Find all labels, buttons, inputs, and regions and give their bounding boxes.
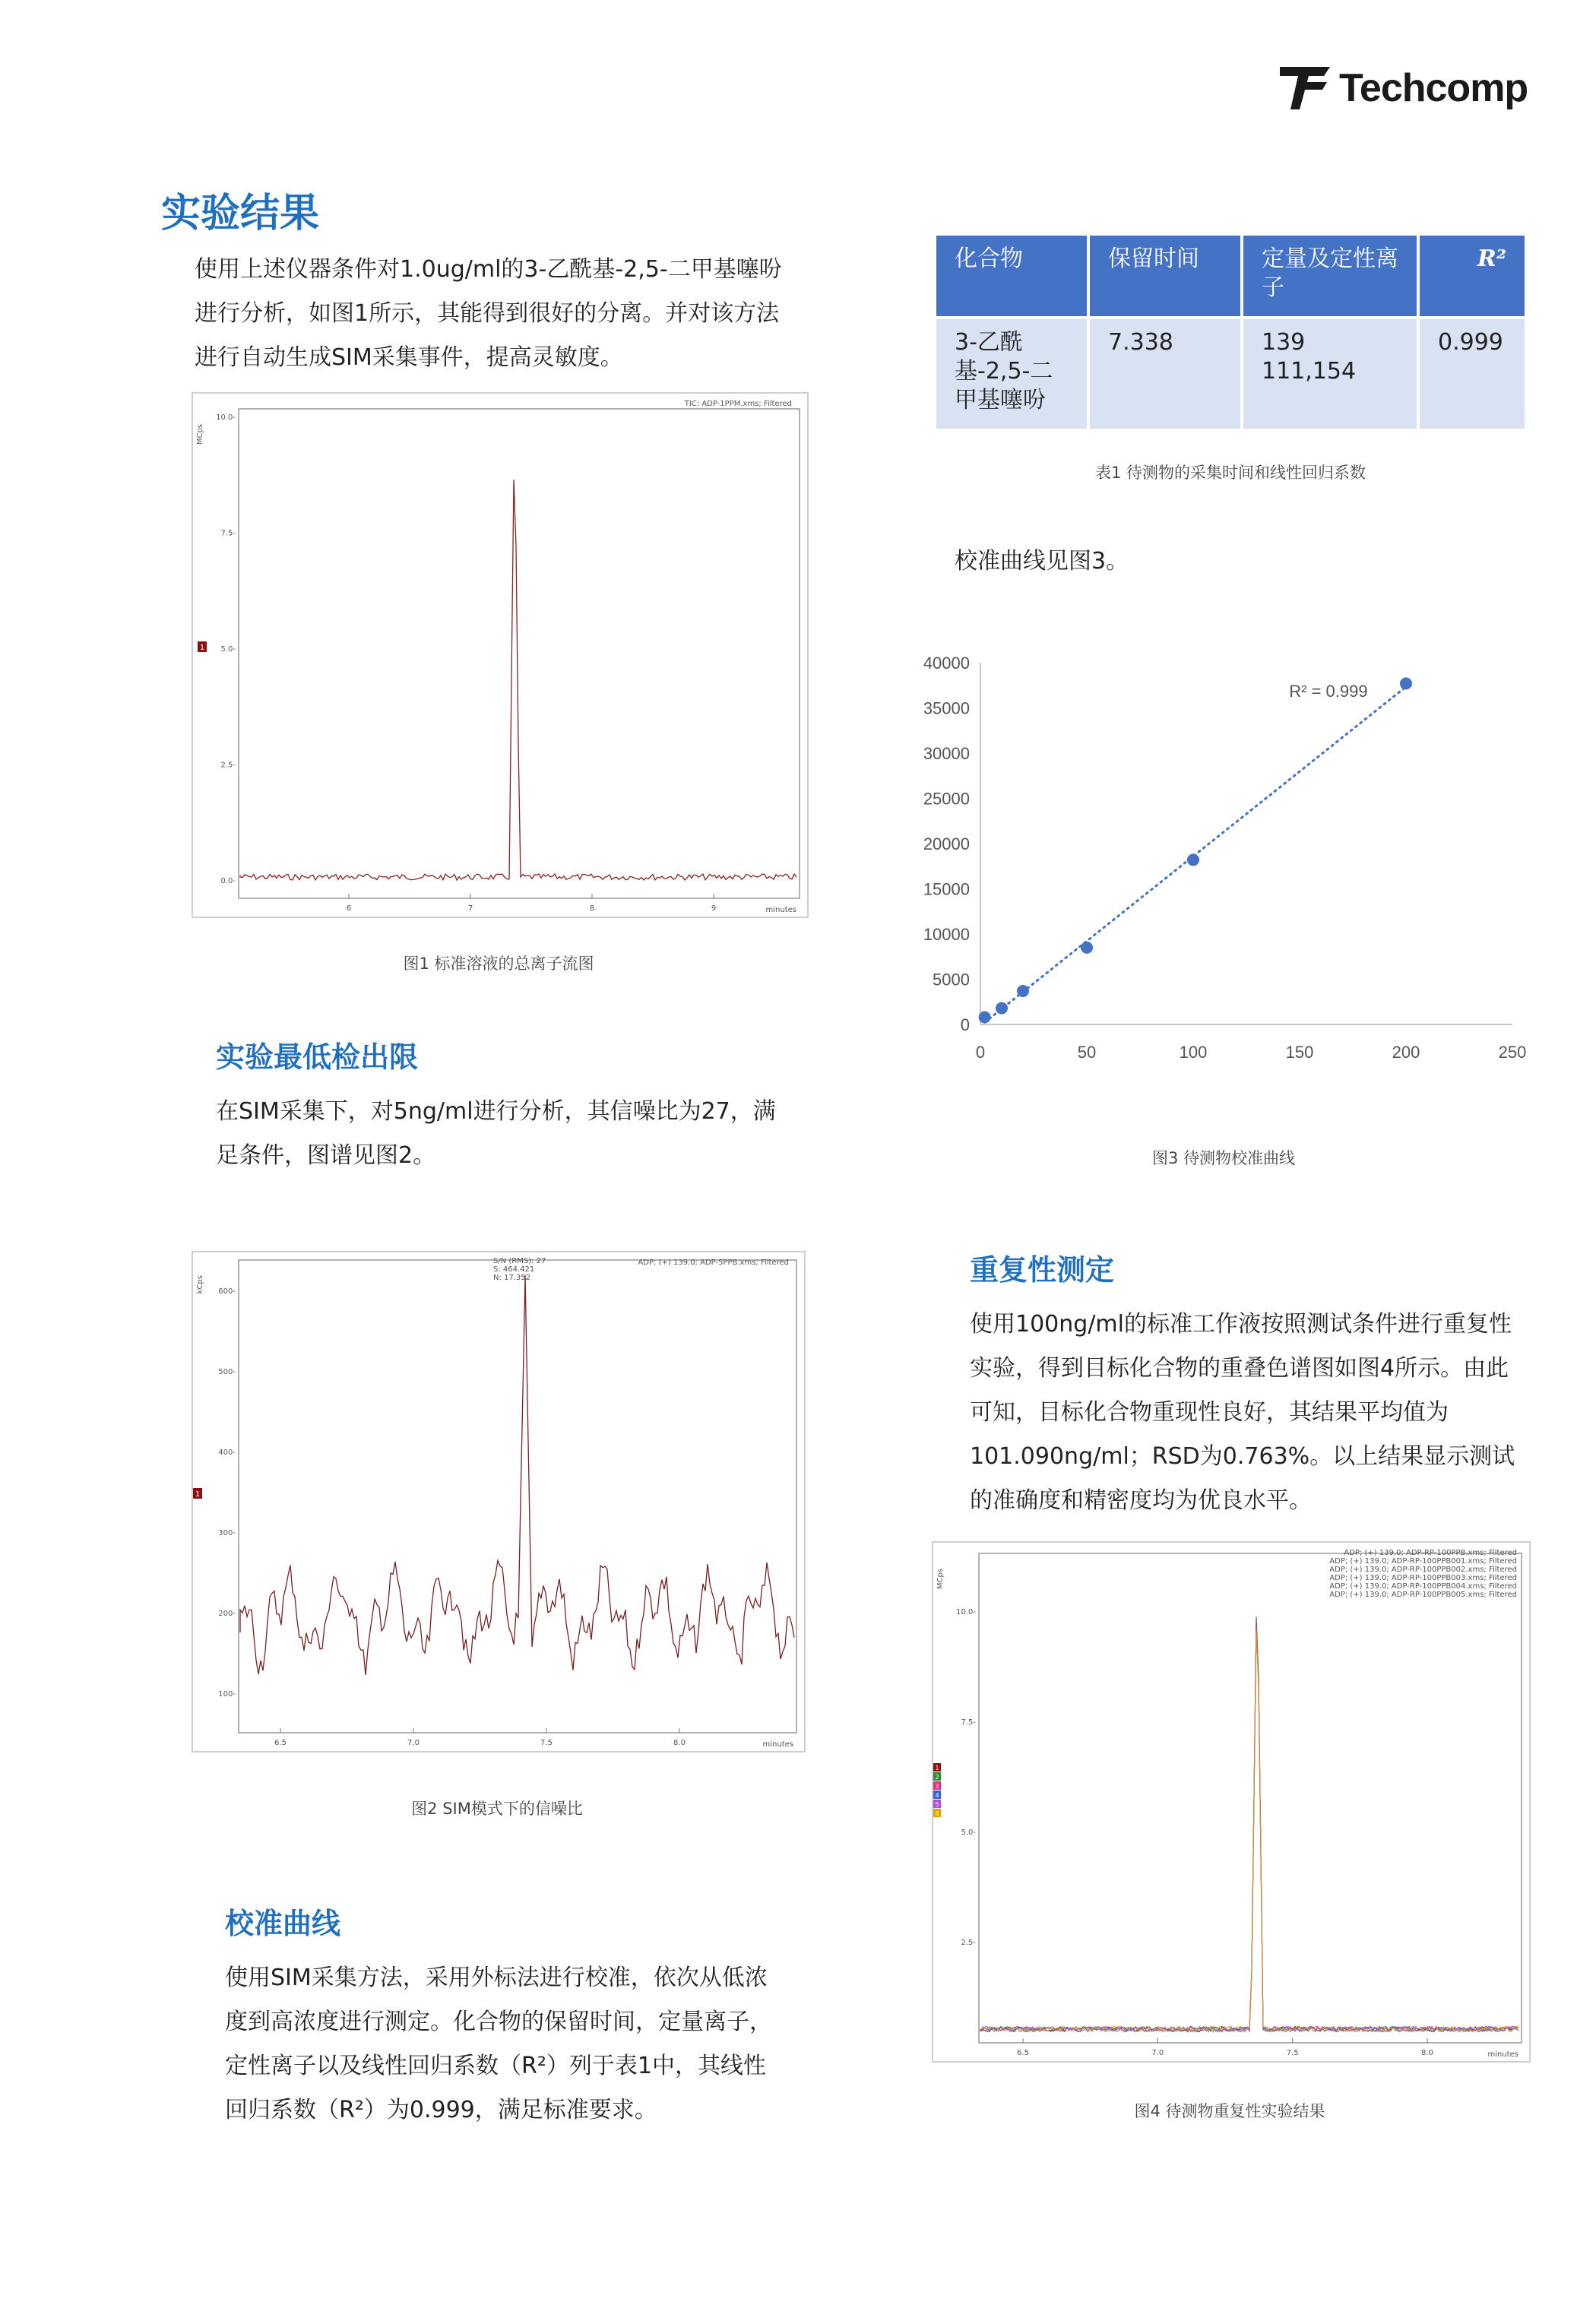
y-unit-label: MCps bbox=[196, 424, 204, 445]
trace-marker-label: 4 bbox=[935, 1792, 939, 1799]
figure4-legend-item: ADP; (+) 139.0; ADP-RP-100PPB002.xms; Filtered bbox=[1329, 1566, 1517, 1574]
figure4-legend-item: ADP; (+) 139.0; ADP-RP-100PPB001.xms; Filtered bbox=[1329, 1557, 1517, 1566]
y-tick-label: 7.5- bbox=[961, 1718, 976, 1727]
figure3-caption: 图3 待测物校准曲线 bbox=[1151, 1149, 1296, 1167]
data-point bbox=[1187, 853, 1199, 866]
trace-marker-label: 2 bbox=[935, 1774, 939, 1781]
repeatability-paragraph: 使用100ng/ml的标准工作液按照测试条件进行重复性实验，得到目标化合物的重叠色谱图如图4所示。由此可知，目标化合物重现性良好，其结果平均值为101.090ng/ml；RSD为0.763%。以上结果显示测试的准确度和精密度均为优良水平。 bbox=[970, 1311, 1515, 1514]
figure4-legend-item: ADP; (+) 139.0; ADP-RP-100PPB005.xms; Filtered bbox=[1329, 1591, 1517, 1599]
x-unit-label: minutes bbox=[1487, 2050, 1518, 2059]
x-tick-label: 7.0 bbox=[1151, 2049, 1164, 2057]
calibration-intro: 校准曲线见图3。 bbox=[955, 548, 1129, 575]
th-ions: 定量及定性离子 bbox=[1242, 234, 1418, 318]
r2-annotation: R² = 0.999 bbox=[1289, 682, 1368, 701]
trace-marker-label: 5 bbox=[935, 1801, 939, 1808]
trace-marker-label: 6 bbox=[935, 1810, 939, 1817]
y-unit-label: kCps bbox=[196, 1275, 204, 1294]
figure1-chromatogram bbox=[192, 392, 809, 918]
trace-marker-label: 1 bbox=[195, 1490, 201, 1499]
x-tick-label: 200 bbox=[1392, 1043, 1420, 1062]
plot-frame bbox=[239, 409, 800, 898]
x-tick-label: 7 bbox=[467, 904, 473, 913]
x-tick-label: 7.5 bbox=[540, 1739, 553, 1747]
techcomp-logo bbox=[1277, 59, 1528, 112]
y-unit-label: MCps bbox=[936, 1569, 945, 1590]
data-point bbox=[979, 1011, 991, 1023]
figure3-calibration-chart bbox=[912, 638, 1535, 1079]
data-point bbox=[1017, 985, 1029, 997]
figure4-chromatogram bbox=[932, 1541, 1531, 2063]
y-tick-label: 40000 bbox=[923, 654, 970, 673]
sn-annotation: S: 464.421 bbox=[493, 1265, 535, 1274]
x-tick-label: 6 bbox=[346, 904, 352, 913]
y-tick-label: 10.0- bbox=[216, 413, 236, 422]
y-tick-label: 10000 bbox=[923, 925, 970, 944]
y-tick-label: 5.0- bbox=[220, 645, 236, 654]
y-tick-label: 2.5- bbox=[220, 761, 236, 770]
y-tick-label: 7.5- bbox=[220, 529, 236, 538]
x-tick-label: 250 bbox=[1498, 1043, 1527, 1062]
y-tick-label: 15000 bbox=[923, 879, 970, 899]
sn-annotation: N: 17.352 bbox=[493, 1274, 531, 1282]
th-retention: 保留时间 bbox=[1088, 234, 1242, 318]
figure2-caption: 图2 SIM模式下的信噪比 bbox=[411, 1800, 583, 1818]
y-tick-label: 35000 bbox=[923, 698, 970, 718]
data-point bbox=[1081, 942, 1093, 954]
figure2-chromatogram bbox=[192, 1251, 806, 1752]
x-tick-label: 100 bbox=[1179, 1043, 1208, 1062]
trace-marker-label: 3 bbox=[935, 1783, 939, 1790]
th-r2: R² bbox=[1418, 234, 1526, 318]
y-tick-label: 5000 bbox=[933, 970, 970, 989]
x-tick-label: 7.0 bbox=[407, 1739, 420, 1747]
data-point bbox=[996, 1002, 1008, 1015]
plot-frame bbox=[239, 1260, 796, 1733]
table-row bbox=[935, 318, 1526, 430]
cell-retention: 7.338 bbox=[1088, 318, 1242, 430]
x-unit-label: minutes bbox=[762, 1740, 793, 1749]
results-table bbox=[933, 233, 1528, 432]
table1-caption: 表1 待测物的采集时间和线性回归系数 bbox=[1094, 464, 1366, 482]
plot-frame bbox=[979, 1553, 1522, 2043]
y-tick-label: 300- bbox=[218, 1529, 236, 1537]
y-tick-label: 0 bbox=[960, 1015, 970, 1034]
x-unit-label: minutes bbox=[765, 906, 796, 914]
section-title-results: 实验结果 bbox=[161, 191, 320, 236]
y-tick-label: 5.0- bbox=[961, 1828, 976, 1837]
figure4-caption: 图4 待测物重复性实验结果 bbox=[1134, 2102, 1325, 2120]
figure4-legend-item: ADP; (+) 139.0; ADP-RP-100PPB004.xms; Filtered bbox=[1329, 1582, 1517, 1591]
techcomp-logo-mark bbox=[1277, 59, 1338, 112]
y-tick-label: 20000 bbox=[923, 834, 970, 853]
x-tick-label: 150 bbox=[1285, 1043, 1314, 1062]
th-compound: 化合物 bbox=[935, 234, 1088, 318]
cell-ions: 139 111,154 bbox=[1242, 318, 1418, 430]
trace-marker-label: 1 bbox=[935, 1765, 939, 1771]
cell-r2: 0.999 bbox=[1418, 318, 1526, 430]
x-tick-label: 6.5 bbox=[274, 1739, 287, 1747]
x-tick-label: 8.0 bbox=[673, 1739, 686, 1747]
y-tick-label: 400- bbox=[218, 1449, 236, 1457]
calibration-paragraph: 使用SIM采集方法，采用外标法进行校准，依次从低浓度到高浓度进行测定。化合物的保留时间，定量离子，定性离子以及线性回归系数（R²）列于表1中，其线性回归系数（R²）为0.999，满足标准要求。 bbox=[225, 1965, 772, 2123]
y-tick-label: 0.0- bbox=[220, 877, 236, 885]
x-tick-label: 7.5 bbox=[1286, 2049, 1299, 2057]
section-title-lod: 实验最低检出限 bbox=[216, 1040, 419, 1074]
x-tick-label: 0 bbox=[975, 1043, 986, 1062]
sn-annotation: S/N (RMS): 27 bbox=[493, 1257, 546, 1265]
y-tick-label: 500- bbox=[218, 1368, 236, 1376]
trace-marker-label: 1 bbox=[199, 644, 205, 652]
section-title-repeatability: 重复性测定 bbox=[970, 1253, 1115, 1287]
figure2-legend: ADP; (+) 139.0; ADP-5PPB.xms; Filtered bbox=[638, 1259, 789, 1267]
x-tick-label: 9 bbox=[711, 904, 717, 913]
y-tick-label: 200- bbox=[218, 1610, 236, 1618]
y-tick-label: 2.5- bbox=[961, 1939, 976, 1947]
y-tick-label: 30000 bbox=[923, 744, 970, 763]
y-tick-label: 10.0- bbox=[956, 1608, 976, 1616]
figure4-legend-item: ADP; (+) 139.0; ADP-RP-100PPB.xms; Filtered bbox=[1344, 1549, 1517, 1557]
x-tick-label: 6.5 bbox=[1017, 2049, 1029, 2057]
y-tick-label: 100- bbox=[218, 1690, 236, 1699]
lod-paragraph: 在SIM采集下，对5ng/ml进行分析，其信噪比为27，满足条件，图谱见图2。 bbox=[216, 1098, 776, 1169]
figure4-legend-item: ADP; (+) 139.0; ADP-RP-100PPB003.xms; Filtered bbox=[1329, 1574, 1517, 1582]
figure1-legend: TIC: ADP-1PPM.xms; Filtered bbox=[684, 400, 792, 408]
x-tick-label: 8.0 bbox=[1421, 2049, 1433, 2057]
figure1-caption: 图1 标准溶液的总离子流图 bbox=[403, 955, 594, 973]
x-tick-label: 8 bbox=[589, 904, 595, 913]
y-tick-label: 25000 bbox=[923, 789, 970, 809]
cell-compound: 3-乙酰基-2,5-二甲基噻吩 bbox=[935, 318, 1088, 430]
x-tick-label: 50 bbox=[1077, 1043, 1097, 1062]
y-tick-label: 600- bbox=[218, 1287, 236, 1296]
section-title-calibration: 校准曲线 bbox=[225, 1907, 341, 1940]
results-paragraph: 使用上述仪器条件对1.0ug/ml的3-乙酰基-2,5-二甲基噻吩进行分析，如图1所示，其能得到很好的分离。并对该方法进行自动生成SIM采集事件，提高灵敏度。 bbox=[195, 256, 782, 371]
data-point bbox=[1400, 677, 1412, 689]
brand-name: Techcomp bbox=[1339, 66, 1528, 110]
